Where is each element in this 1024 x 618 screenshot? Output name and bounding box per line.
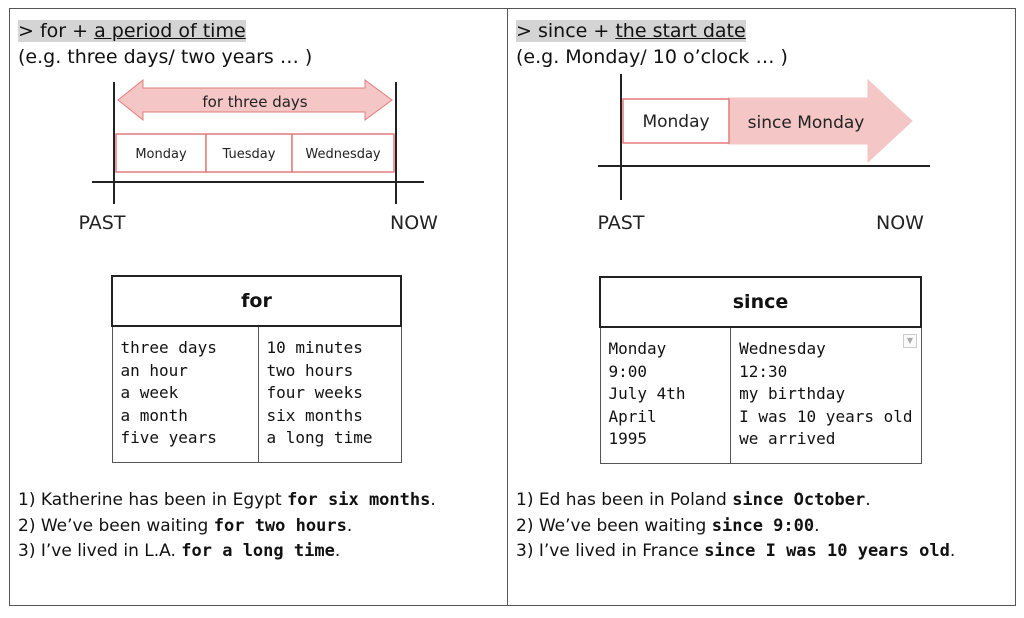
example-sentence <box>516 539 955 565</box>
sentence-end: . <box>346 515 353 536</box>
sentence-bold: for a long time <box>181 541 335 561</box>
table-cell: April <box>608 406 657 426</box>
table-cell: four weeks <box>266 383 363 402</box>
since-example-sentences <box>516 488 955 565</box>
for-table-header: for <box>112 276 401 326</box>
table-cell: a month <box>120 405 188 425</box>
chevron-down-icon[interactable]: ▼ <box>903 334 917 348</box>
example-sentence <box>516 488 955 514</box>
heading-marker: > <box>516 20 532 42</box>
table-cell: three days <box>120 338 217 357</box>
table-cell: a long time <box>266 428 373 447</box>
for-past-label: PAST <box>78 212 126 234</box>
sentence-end: . <box>865 490 871 510</box>
for-example: (e.g. three days/ two years … ) <box>18 46 313 68</box>
table-cell: we arrived <box>739 429 836 448</box>
table-cell: five years <box>120 428 217 447</box>
for-table-col2 <box>258 326 401 462</box>
for-table <box>111 275 402 463</box>
sentence-end: . <box>949 541 956 561</box>
table-cell: Wednesday <box>739 339 826 358</box>
day-label-wednesday: Wednesday <box>305 147 381 162</box>
since-timeline <box>508 8 1015 248</box>
sentence-text: 2) We’ve been waiting <box>18 515 214 536</box>
sentence-text: 1) Katherine has been in Egypt <box>18 490 288 510</box>
example-sentence <box>18 488 436 514</box>
since-arrow-label: since Monday <box>747 113 865 133</box>
table-cell: 12:30 <box>739 361 788 381</box>
example-sentence <box>516 514 955 540</box>
day-label-monday: Monday <box>135 147 187 162</box>
since-start-label: Monday <box>642 112 710 132</box>
sentence-bold: for two hours <box>213 515 347 536</box>
for-timeline <box>10 8 507 248</box>
sentence-text: 3) I’ve lived in L.A. <box>18 541 182 561</box>
since-table <box>599 276 922 464</box>
sentence-text: 2) We’ve been waiting <box>516 515 712 536</box>
since-table-col2 <box>731 327 921 463</box>
table-cell: my birthday <box>739 384 846 403</box>
heading-keyword: since <box>537 20 588 42</box>
sentence-end: . <box>334 541 341 561</box>
sentence-bold: since 9:00 <box>711 515 815 536</box>
table-cell: 10 minutes <box>266 338 363 357</box>
sentence-text: 3) I’ve lived in France <box>516 541 705 561</box>
sentence-bold: since I was 10 years old <box>704 541 950 561</box>
sentence-end: . <box>814 515 820 536</box>
since-example: (e.g. Monday/ 10 o’clock … ) <box>516 46 788 68</box>
table-cell: an hour <box>120 360 188 380</box>
since-now-label: NOW <box>876 212 924 234</box>
sentence-end: . <box>430 490 436 510</box>
for-example-sentences <box>18 488 436 565</box>
sentence-text: 1) Ed has been in Poland <box>516 490 733 510</box>
since-past-label: PAST <box>597 212 645 234</box>
heading-phrase: the start date <box>615 20 746 42</box>
sentence-bold: since October <box>732 490 866 510</box>
example-sentence <box>18 539 436 565</box>
heading-marker: > <box>18 20 34 42</box>
for-panel <box>10 8 507 606</box>
table-cell: two hours <box>266 360 354 380</box>
table-cell: six months <box>266 405 363 425</box>
table-cell: I was 10 years old <box>739 406 913 426</box>
for-arrow-label: for three days <box>202 93 308 111</box>
table-cell: 1995 <box>608 429 648 448</box>
heading-plus: + <box>72 20 89 42</box>
table-cell: July 4th <box>608 384 686 403</box>
heading-phrase: a period of time <box>94 20 246 42</box>
for-now-label: NOW <box>390 212 438 234</box>
heading-plus: + <box>593 20 610 42</box>
example-sentence <box>18 514 436 540</box>
heading-keyword: for <box>39 20 67 42</box>
sentence-bold: for six months <box>287 490 431 510</box>
day-label-tuesday: Tuesday <box>222 147 276 162</box>
table-cell: Monday <box>608 339 667 358</box>
table-cell: 9:00 <box>608 361 648 381</box>
since-table-col1 <box>600 327 731 463</box>
table-cell: a week <box>120 383 179 402</box>
since-table-header: since <box>600 277 921 327</box>
for-table-col1 <box>112 326 258 462</box>
since-panel <box>508 8 1015 606</box>
